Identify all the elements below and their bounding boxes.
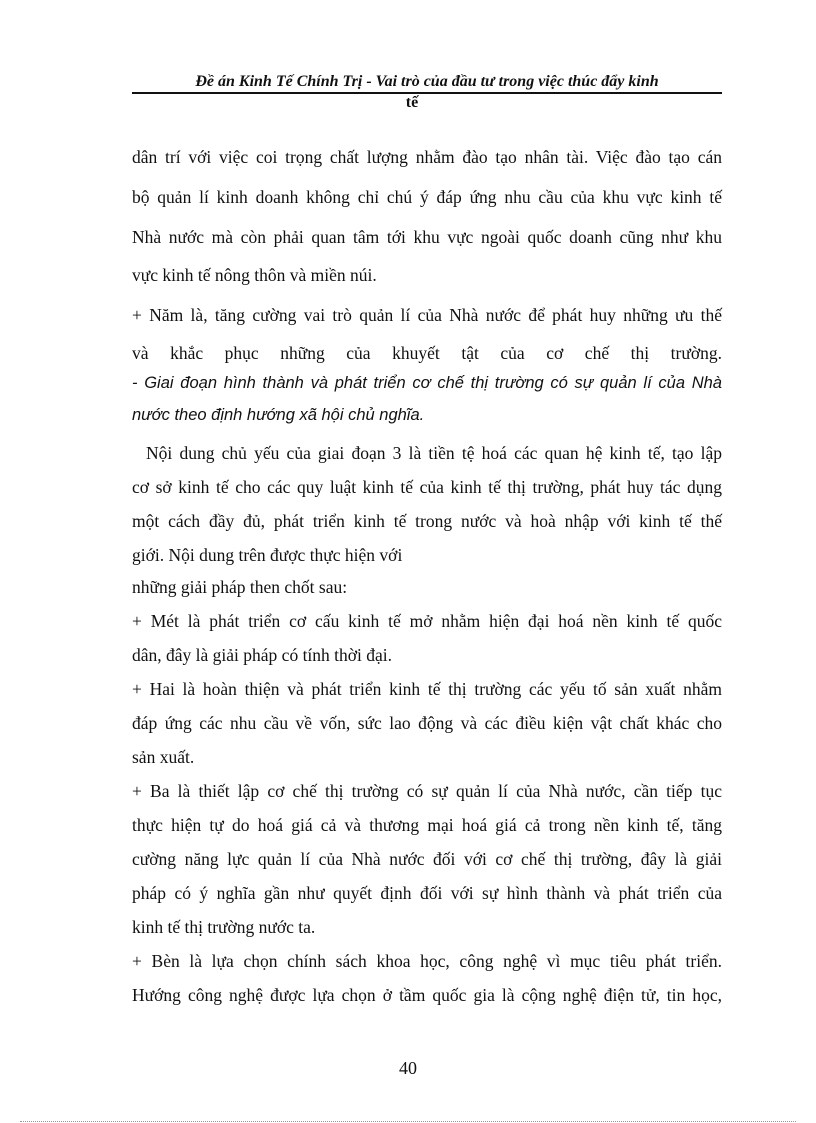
text-line-italic: nước theo định hướng xã hội chủ nghĩa.	[132, 406, 425, 424]
header-title-line2: tế	[405, 94, 419, 111]
text-line: giới. Nội dung trên được thực hiện với	[132, 545, 403, 565]
text-line: đáp ứng các nhu cầu về vốn, sức lao động và các điều kiện vật chất khác cho	[132, 713, 722, 733]
text-line: thực hiện tự do hoá giá cả và thương mại hoá giá cả trong nền kinh tế, tăng	[132, 815, 722, 835]
text-line: vực kinh tế nông thôn và miền núi.	[132, 265, 377, 285]
document-header	[132, 72, 722, 94]
text-line: kinh tế thị trường nước ta.	[132, 917, 316, 937]
text-line: những giải pháp then chốt sau:	[132, 577, 348, 597]
text-line: dân, đây là giải pháp có tính thời đại.	[132, 645, 393, 665]
text-line: dân trí với việc coi trọng chất lượng nhằm đào tạo nhân tài. Việc đào tạo cán	[132, 147, 722, 167]
text-line: sản xuất.	[132, 747, 195, 767]
text-line: một cách đầy đủ, phát triển kinh tế trong nước và hoà nhập với kinh tế thế	[132, 511, 722, 531]
text-line: + Ba là thiết lập cơ chế thị trường có sự quản lí của Nhà nước, cần tiếp tục	[132, 781, 722, 801]
text-line: + Bèn là lựa chọn chính sách khoa học, công nghệ vì mục tiêu phát triển.	[132, 951, 722, 971]
text-line: Nội dung chủ yếu của giai đoạn 3 là tiền tệ hoá các quan hệ kinh tế, tạo lập	[146, 443, 722, 463]
text-line: + Năm là, tăng cường vai trò quản lí của Nhà nước để phát huy những ưu thế	[132, 305, 722, 325]
text-line: + Hai là hoàn thiện và phát triển kinh tế thị trường các yếu tố sản xuất nhằm	[132, 679, 722, 699]
text-line: Nhà nước mà còn phải quan tâm tới khu vực ngoài quốc doanh cũng như khu	[132, 227, 722, 247]
text-line-italic: - Giai đoạn hình thành và phát triển cơ chế thị trường có sự quản lí của Nhà	[132, 374, 722, 392]
text-line: cơ sở kinh tế cho các quy luật kinh tế của kinh tế thị trường, phát huy tác dụng	[132, 477, 722, 497]
text-line: bộ quản lí kinh doanh không chỉ chú ý đáp ứng nhu cầu của khu vực kinh tế	[132, 187, 722, 207]
page-number: 40	[399, 1058, 417, 1078]
text-line: Hướng công nghệ được lựa chọn ở tầm quốc gia là cộng nghệ điện tử, tin học,	[132, 985, 722, 1005]
header-title-line1: Đề án Kinh Tế Chính Trị - Vai trò của đầu tư trong việc thúc đẩy kinh	[195, 73, 659, 90]
text-line: và khắc phục những của khuyết tật của cơ chế thị trường.	[132, 343, 722, 363]
page-bottom-divider	[20, 1121, 796, 1122]
text-line: + Mét là phát triển cơ cấu kinh tế mở nhằm hiện đại hoá nền kinh tế quốc	[132, 611, 722, 631]
text-line: pháp có ý nghĩa gần như quyết định đối với sự hình thành và phát triển của	[132, 883, 722, 903]
text-line: cường năng lực quản lí của Nhà nước đối với cơ chế thị trường, đây là giải	[132, 849, 722, 869]
